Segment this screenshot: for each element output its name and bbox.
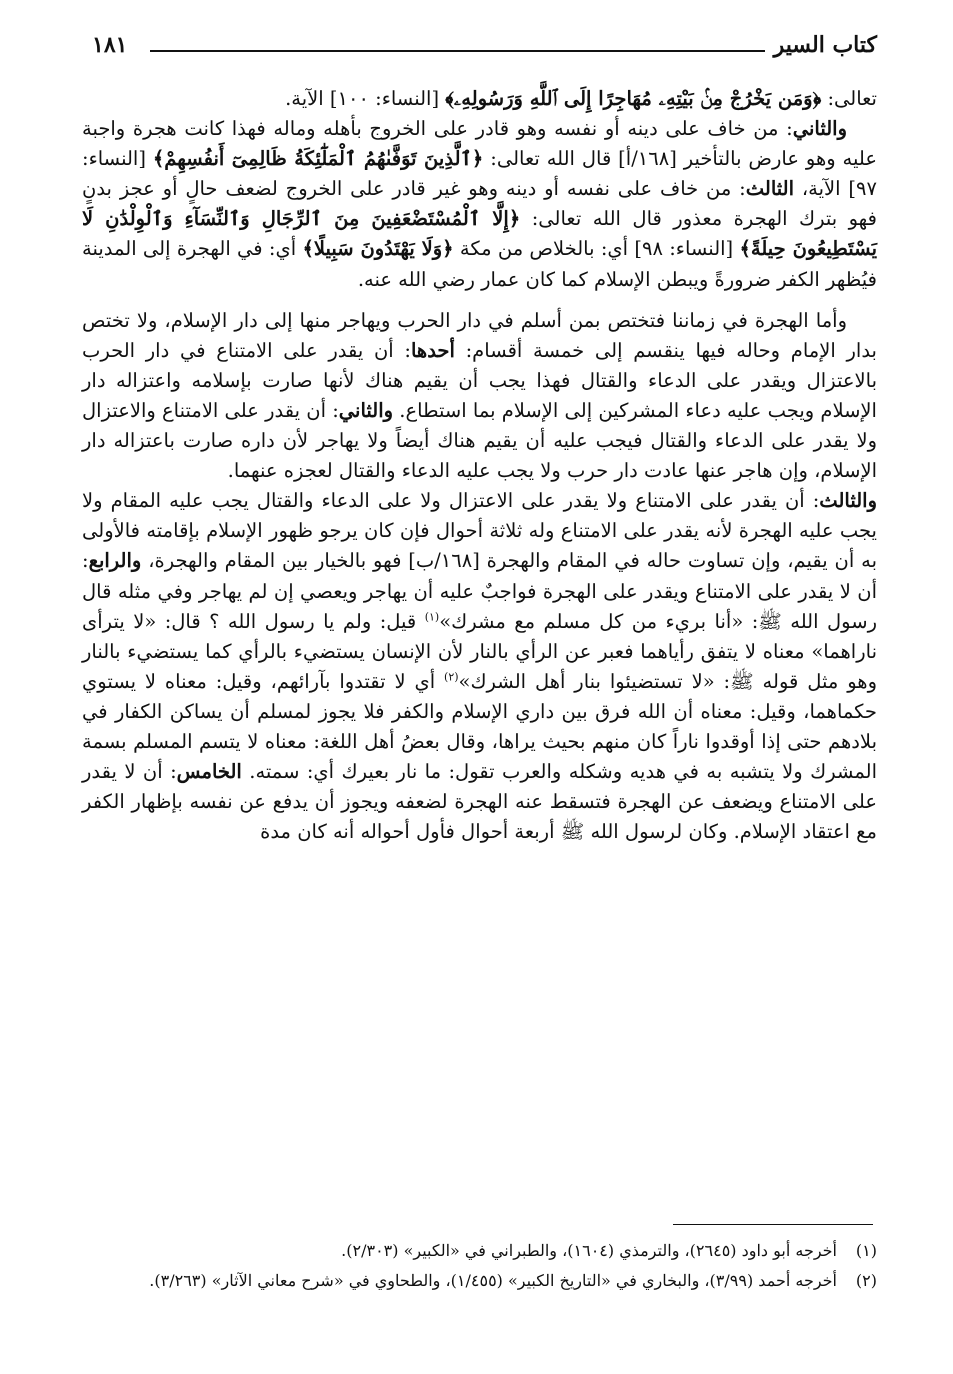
text-run: : من خاف على دينه أو نفسه وهو قادر على الخروج بأهله وماله فهذا كانت هجرة واجبة عليه وهو عارض بالتأخير [١٦٨/أ] قال الله تعالى: xyxy=(82,117,877,171)
section-heading: الخامس xyxy=(176,760,242,784)
text-run: أي لا تقتدوا بآرائهم، وقيل: معناه لا يستوي حكماهما، وقيل: معناه أن الله فرق بين داري الإسلام والكفر فلا يجوز لمسلم أن يساكن الكفار في بلادهم حتى إذا أوقدوا ناراً كان منهم بحيث يراها، وقال بعضُ أهل اللغة: معناه لا يتسم المسلم بسمة المشرك ولا يتشبه به في هديه وشكله والعرب تقول: ما نار بعيرك أي: سمته. xyxy=(82,669,877,784)
section-heading: والثاني xyxy=(338,398,394,422)
page-header xyxy=(92,30,877,70)
text-run: [النساء: ٩٨] أي: بالخلاص من مكة xyxy=(453,237,740,261)
text-run: : أن يقدر على الامتناع والاعتزال ولا يقدر على الدعاء والقتال فيجب عليه أن يقيم هناك أيضاً ولا يهاجر لأن داره صارت باعتزاله دار الإسلام، وإن هاجر عنها عادت دار حرب ولا يجب عليه الدعاء والقتال لعجزه عنهما. xyxy=(82,398,877,483)
text-run: أي: في الهجرة إلى المدينة فيُظهر الكفر ضرورةً ويبطن الإسلام كما كان عمار رضي الله عنه. xyxy=(82,237,877,291)
text-run: قيل: ولم يا رسول الله ؟ قال: «لا يترأى ناراهما» معناه لا يتفق رأياهما فعبر عن الرأي بالنار لأن الإنسان يستضيء بالرأي كما يستضيء بالنار وهو مثل قوله ﷺ: «لا تستضيئوا بنار أهل الشرك» xyxy=(82,609,877,693)
text-run: وأما الهجرة في زماننا فتختص بمن أسلم في دار الحرب ويهاجر منها إلى دار الإسلام، ولا تختص بدار الإمام وحاله فيها ينقسم إلى خمسة أقسام: xyxy=(82,308,877,362)
footnotes xyxy=(82,1236,877,1296)
text-run: [النساء: ١٠٠] الآية. xyxy=(285,87,446,110)
page-number: ١٨١ xyxy=(92,32,128,58)
footnote xyxy=(82,1236,877,1266)
footnote-ref[interactable]: (٢) xyxy=(444,670,459,684)
footnote-text: أخرجه أحمد (٣/٩٩)، والبخاري في «التاريخ الكبير» (١/٤٥٥)، والطحاوي في «شرح معاني الآثار» (٣/٢٦٣). xyxy=(149,1271,837,1290)
text-run: : أن يقدر على الامتناع في دار الحرب بالاعتزال ويقدر على الدعاء والقتال فهذا يجب أن يقيم هناك لأنها صارت بإسلامه واعتزاله دار الإسلام ويجب عليه دعاء المشركين إلى الإسلام بما استطاع. xyxy=(82,338,877,422)
quran-verse: ﴿وَلَا يَهْتَدُونَ سَبِيلًا﴾ xyxy=(302,237,454,261)
footnote xyxy=(82,1266,877,1296)
footnote-separator xyxy=(673,1224,873,1225)
text-run: : من خاف على نفسه أو دينه وهو غير قادر على الخروج لضعف حالٍ أو عجز بدنٍ فهو بترك الهجرة معذور قال الله تعالى: xyxy=(82,177,877,231)
footnote-text: أخرجه أبو داود (٢٦٤٥)، والترمذي (١٦٠٤)، والطبراني في «الكبير» (٢/٣٠٣). xyxy=(341,1241,837,1260)
section-heading: الثالث xyxy=(745,177,795,201)
footnote-ref[interactable]: (١) xyxy=(424,610,440,624)
quran-verse: ﴿وَمَن يَخْرُجْ مِنۢ بَيْتِهِۦ مُهَاجِرًا إِلَى ٱللَّهِ وَرَسُولِهِۦ﴾ xyxy=(445,87,822,110)
running-title: كتاب السير xyxy=(773,32,877,58)
text-run: تعالى: xyxy=(821,87,877,110)
header-rule xyxy=(150,50,765,52)
paragraph-4 xyxy=(82,486,877,847)
footnote-number: (٢) xyxy=(855,1271,877,1290)
text-run: : أن لا يقدر على الامتناع ويضعف عن الهجرة فتسقط عنه الهجرة لضعفه ويجوز أن يدفع عن نفسه بإظهار الكفر مع اعتقاد الإسلام. وكان لرسول الله ﷺ أربعة أحوال فأول أحواله أنه كان مدة xyxy=(82,760,877,844)
main-text xyxy=(82,84,877,847)
paragraph-1 xyxy=(82,84,877,114)
quran-verse: ﴿ٱلَّذِينَ تَوَفَّىٰهُمُ ٱلْمَلَٰٓئِكَةُ ظَالِمِىٓ أَنفُسِهِمْ﴾ xyxy=(152,147,484,171)
paragraph-3 xyxy=(82,306,877,487)
quran-verse: ﴿إِلَّا ٱلْمُسْتَضْعَفِينَ مِنَ ٱلرِّجَالِ وَٱلنِّسَآءِ وَٱلْوِلْدَٰنِ لَا يَسْتَطِيعُونَ حِيلَةً﴾ xyxy=(82,207,877,261)
section-heading: أحدها xyxy=(410,338,455,362)
text-run: : أن لا يقدر على الامتناع ويقدر على الهجرة فواجبٌ عليه أن يهاجر ويعصي إن لم يهاجر وفي مثله قال رسول الله ﷺ: «أنا بريء من كل مسلم مع مشرك» xyxy=(82,549,877,633)
section-heading: والرابع xyxy=(88,549,142,573)
section-heading: والثالث xyxy=(819,489,877,513)
text-run: : أن يقدر على الامتناع ولا يقدر على الاعتزال ولا على الدعاء والقتال يجب عليه المقام ولا يجب عليه الهجرة لأنه يقدر على الامتناع وله ثلاثة أحوال فإن كان يرجو ظهور الإسلام بإقامته فالأولى به أن يقيم، وإن تساوت حاله في المقام والهجرة [١٦٨/ب] فهو بالخيار بين المقام والهجرة، xyxy=(82,489,877,573)
footnote-number: (١) xyxy=(855,1241,877,1260)
section-heading: والثاني xyxy=(792,117,847,141)
paragraph-2 xyxy=(82,114,877,295)
text-run: [النساء: ٩٧] الآية، xyxy=(82,147,877,201)
